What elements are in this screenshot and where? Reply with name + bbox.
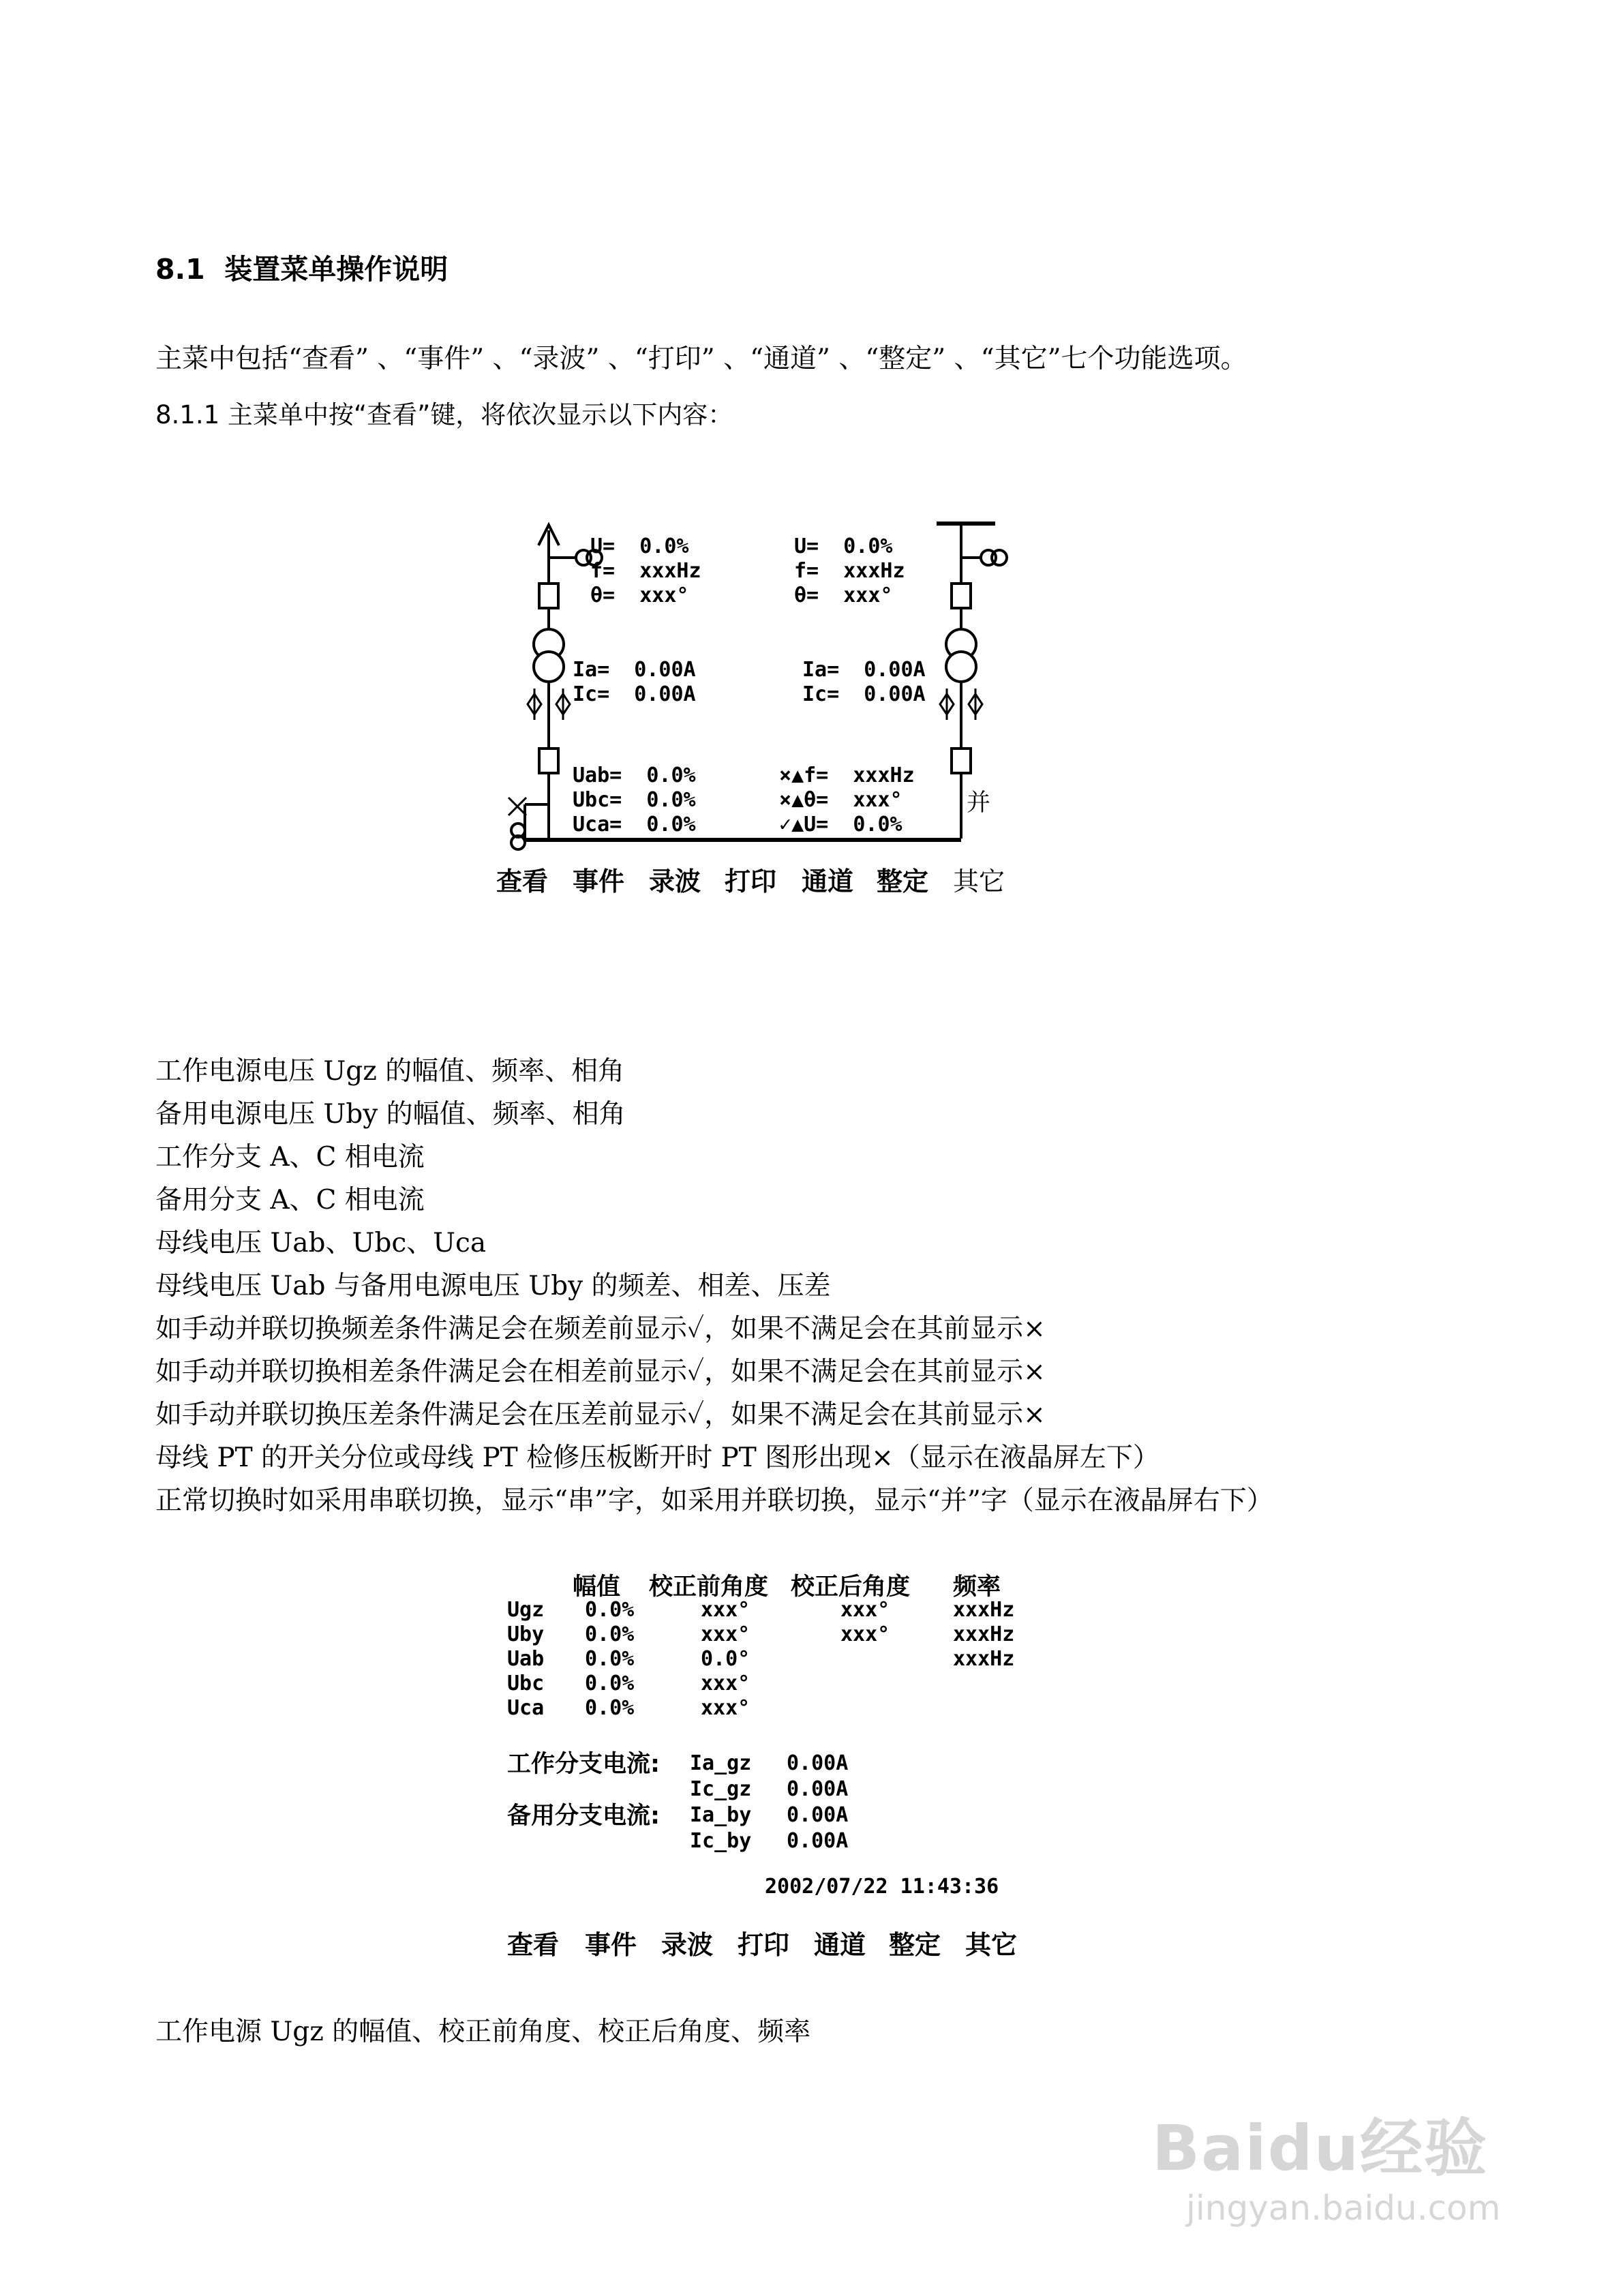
bus-uca: Uca= 0.0% <box>573 813 696 836</box>
row-after: xxx° <box>840 1622 890 1646</box>
current-name: Ia_by <box>690 1803 752 1827</box>
screen1-menu-settings[interactable]: 整定 <box>877 866 929 896</box>
df-mark-icon: × <box>779 764 792 787</box>
section-number: 8.1 <box>155 253 205 286</box>
dtheta-mark-icon: × <box>779 788 792 812</box>
row-freq: xxxHz <box>953 1647 1015 1671</box>
screen2-header-after: 校正后角度 <box>791 1573 911 1601</box>
screen1-menu-print[interactable]: 打印 <box>725 866 777 896</box>
voltage-diff: ▲U= 0.0% <box>791 813 902 836</box>
final-line: 工作电源 Ugz 的幅值、校正前角度、校正后角度、频率 <box>155 2016 811 2047</box>
right-ic: Ic= 0.00A <box>802 682 926 706</box>
screen2-freq-column <box>953 1598 1014 1672</box>
row-before: xxx° <box>701 1598 750 1622</box>
screen2-header-amp: 幅值 <box>573 1573 621 1601</box>
screen2-menu-settings[interactable]: 整定 <box>889 1930 941 1960</box>
left-top-block <box>590 534 701 608</box>
row-name: Uby <box>507 1622 545 1646</box>
bus-ubc: Ubc= 0.0% <box>573 788 696 812</box>
baidu-watermark <box>1152 2098 1488 2188</box>
row-amp: 0.0% <box>585 1598 635 1622</box>
row-before: xxx° <box>701 1696 750 1720</box>
current-value: 0.00A <box>787 1751 849 1775</box>
screen1-menu-events[interactable]: 事件 <box>573 866 625 896</box>
screen2-datetime: 2002/07/22 11:43:36 <box>765 1875 999 1899</box>
current-value: 0.00A <box>787 1803 849 1827</box>
du-mark-icon: ✓ <box>779 813 792 836</box>
row-amp: 0.0% <box>585 1696 635 1720</box>
row-before: 0.0° <box>701 1647 750 1671</box>
screen2-before-column <box>701 1598 750 1721</box>
left-u: U= 0.0% <box>590 534 689 558</box>
description-item: 如手动并联切换相差条件满足会在相差前显示✓，如果不满足会在其前显示× <box>155 1357 1046 1387</box>
bus-voltage-block <box>573 764 696 837</box>
screen2-amp-column <box>585 1598 634 1721</box>
freq-diff: ▲f= xxxHz <box>791 764 915 787</box>
watermark-url: jingyan.baidu.com <box>1186 2188 1501 2228</box>
description-item: 备用电源电压 Uby 的幅值、频率、相角 <box>155 1099 626 1130</box>
bus-uab: Uab= 0.0% <box>573 764 696 787</box>
current-name: Ia_gz <box>690 1751 752 1775</box>
right-currents-block <box>802 658 926 707</box>
backup-branch-label: 备用分支电流: <box>507 1802 660 1830</box>
switch-mode-indicator: 并 <box>967 789 991 817</box>
screen1-menu-channel[interactable]: 通道 <box>802 866 854 896</box>
row-name: Uca <box>507 1696 545 1720</box>
right-u: U= 0.0% <box>794 534 893 558</box>
screen2-header-before: 校正前角度 <box>649 1573 769 1601</box>
branch-current-values <box>787 1751 848 1854</box>
description-item: 正常切换时如采用串联切换，显示“串”字，如采用并联切换，显示“并”字（显示在液晶屏右下） <box>155 1485 1273 1516</box>
angle-diff: ▲θ= xxx° <box>791 788 902 812</box>
right-f: f= xxxHz <box>794 559 905 583</box>
row-name: Ubc <box>507 1672 545 1695</box>
right-ia: Ia= 0.00A <box>802 658 926 682</box>
left-currents-block <box>573 658 696 707</box>
right-theta: θ= xxx° <box>794 584 893 607</box>
left-f: f= xxxHz <box>590 559 701 583</box>
current-name: Ic_by <box>690 1829 752 1853</box>
row-name: Ugz <box>507 1598 545 1622</box>
screen1-menu-bar <box>0 860 1623 894</box>
screen2-header-freq: 频率 <box>953 1573 1001 1601</box>
screen2-menu-other[interactable]: 其它 <box>965 1930 1018 1960</box>
left-theta: θ= xxx° <box>590 584 689 607</box>
screen2-row-names <box>507 1598 544 1721</box>
screen1-menu-recording[interactable]: 录波 <box>649 866 701 896</box>
branch-current-names <box>690 1751 751 1854</box>
intro-line: 主菜中包括“查看” 、“事件” 、“录波” 、“打印” 、“通道” 、“整定” 、“其它”七个功能选项。 <box>155 344 1247 374</box>
subsection-line: 8.1.1 主菜单中按“查看”键，将依次显示以下内容： <box>155 400 733 429</box>
row-name: Uab <box>507 1647 545 1671</box>
row-freq: xxxHz <box>953 1598 1015 1622</box>
description-item: 母线电压 Uab 与备用电源电压 Uby 的频差、相差、压差 <box>155 1271 831 1301</box>
screen2-menu-recording[interactable]: 录波 <box>661 1930 714 1960</box>
current-value: 0.00A <box>787 1829 849 1853</box>
description-item: 工作分支 A、C 相电流 <box>155 1142 425 1173</box>
row-before: xxx° <box>701 1622 750 1646</box>
right-breaker-top-icon <box>952 584 971 608</box>
row-after: xxx° <box>840 1598 890 1622</box>
screen1-menu-other[interactable]: 其它 <box>953 866 1005 896</box>
description-item: 备用分支 A、C 相电流 <box>155 1185 425 1215</box>
screen2-menu-events[interactable]: 事件 <box>585 1930 637 1960</box>
screen2-menu-bar <box>0 1924 1623 1958</box>
description-item: 母线 PT 的开关分位或母线 PT 检修压板断开时 PT 图形出现×（显示在液晶屏左下） <box>155 1442 1159 1473</box>
diff-block <box>779 764 915 837</box>
current-name: Ic_gz <box>690 1777 752 1801</box>
row-amp: 0.0% <box>585 1622 635 1646</box>
description-item: 工作电源电压 Ugz 的幅值、频率、相角 <box>155 1056 625 1087</box>
left-breaker-top-icon <box>539 584 558 608</box>
description-item: 母线电压 Uab、Ubc、Uca <box>155 1228 487 1258</box>
description-list <box>155 1050 1273 1522</box>
left-ia: Ia= 0.00A <box>573 658 696 682</box>
section-title: 装置菜单操作说明 <box>224 253 449 286</box>
row-freq: xxxHz <box>953 1622 1015 1646</box>
current-value: 0.00A <box>787 1777 849 1801</box>
left-breaker-bottom-icon <box>539 749 558 773</box>
screen2-menu-channel[interactable]: 通道 <box>814 1930 866 1960</box>
left-ic: Ic= 0.00A <box>573 682 696 706</box>
right-top-block <box>794 534 905 608</box>
screen2-menu-view[interactable]: 查看 <box>507 1930 560 1960</box>
work-branch-label: 工作分支电流: <box>507 1751 660 1778</box>
watermark-brand: Baidu经验 <box>1152 2112 1489 2185</box>
screen1-menu-view[interactable]: 查看 <box>496 866 549 896</box>
description-item: 如手动并联切换压差条件满足会在压差前显示✓，如果不满足会在其前显示× <box>155 1400 1046 1430</box>
row-amp: 0.0% <box>585 1672 635 1695</box>
description-item: 如手动并联切换频差条件满足会在频差前显示✓，如果不满足会在其前显示× <box>155 1314 1046 1344</box>
screen2-after-column <box>840 1598 890 1647</box>
row-amp: 0.0% <box>585 1647 635 1671</box>
screen2-menu-print[interactable]: 打印 <box>738 1930 790 1960</box>
row-before: xxx° <box>701 1672 750 1695</box>
right-breaker-bottom-icon <box>952 749 971 773</box>
